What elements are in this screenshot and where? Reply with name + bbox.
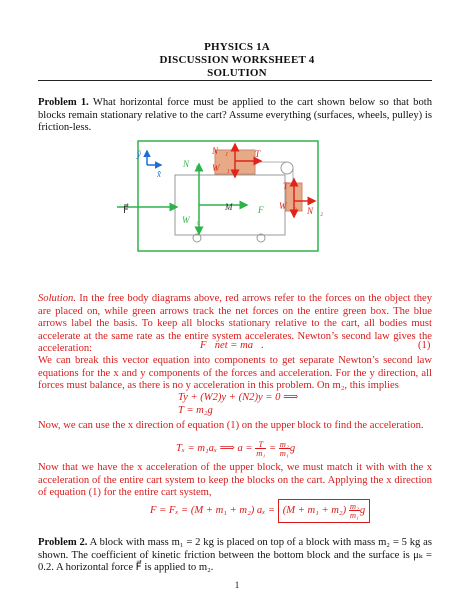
cart-force-label: F⃗ (258, 205, 271, 215)
equation-4 (150, 498, 370, 524)
page-number: 1 (234, 580, 240, 590)
equation-3-lhs: Tₓ = m₁aₓ ⟹ a = (176, 443, 253, 454)
problem-2-text: A block with mass m₁ = 2 kg is placed on top of a block with mass m₂ = 5 kg as shown. The coefficient of kinetic friction between the bottom block and the surface is μₖ = 0.2. A horizontal force F⃗ is applied to m₂. (38, 537, 432, 574)
equation-3-frac-2: $\frac{\text{m₂}}{\text{m₁}}$ (279, 439, 289, 459)
cart-diagram (115, 139, 325, 256)
solution-intro-text: In the free body diagrams above, red arrows refer to the forces on the object they are placed on, while green arrows track the net forces on the entire green box. The blue arrows label the basis. To keep all blocks stationary relative to the cart, all bodies must accelerate at the same rate as the entire system accelerates. Newton’s second law gives the acceleration: (38, 293, 433, 355)
t-side-label: T⃗ (283, 181, 296, 191)
solution-para-3: Now, we can use the x direction of equation (1) on the upper block to find the acceleration. (38, 420, 424, 431)
w1-label: W⃗₁ (212, 163, 230, 173)
pulley (281, 162, 293, 174)
answer-box: (M + m₁ + m₂) $\frac{\text{m₂}}{\text{m₁}}$ g (278, 499, 371, 523)
equation-3: Tₓ = m₁aₓ ⟹ a = $\frac{T}{\text{m₁}}$ = $\frac{\text{m₂}}{\text{m₁}}$ g (176, 439, 296, 459)
problem-2-label: Problem 2. (38, 537, 88, 548)
equation-1-tag: (1) (418, 340, 431, 351)
applied-force-label: F⃗ (123, 205, 129, 216)
equation-3-frac-1: $\frac{T}{\text{m₁}}$ (256, 439, 266, 459)
equation-2a: Ty + (W2)y + (N2)y = 0 ⟹ (178, 392, 299, 403)
cart-mass-label: M (225, 202, 233, 212)
w2-label: W⃗₂ (279, 201, 297, 211)
solution-para-4: Now that we have the x acceleration of the upper block, we must match it with with the x acceleration of the entire cart system to keep the blocks on the cart. Applying the x direction of equation (1) for the entire cart system, (38, 462, 432, 499)
problem-1-text: What horizontal force must be applied to the cart shown below so that both blocks remain stationary relative to the cart? Assume everything (surfaces, wheels, pulley) is friction-less. (38, 97, 433, 134)
n1-label: N⃗₁ (212, 146, 229, 156)
basis-y-label: ŷ (137, 149, 141, 159)
basis-x-label: x̂ (157, 169, 161, 179)
equation-2b: T = m₂g (178, 405, 213, 416)
equation-4-lhs: F = Fₓ = (M + m₁ + m₂) aₓ = (150, 505, 276, 516)
t-top-label: T⃗ (255, 149, 268, 159)
n2-label: N⃗₂ (307, 206, 324, 216)
problem-1 (38, 97, 432, 135)
worksheet-course: PHYSICS 1A (204, 41, 270, 53)
w0-label: W⃗₀ (182, 215, 200, 225)
solution-para-2: We can break this vector equation into components to get separate Newton’s second law equations for the x and y components of the forces and acceleration. For the y direction, all forces must balance, as there is no y acceleration in this problem. On m₂, this implies (38, 355, 432, 392)
equation-1: F⃗net = ma⃗. (200, 340, 264, 351)
worksheet-subtitle: SOLUTION (207, 67, 267, 79)
worksheet-title: DISCUSSION WORKSHEET 4 (159, 54, 315, 66)
header-rule (38, 80, 432, 81)
n0-label: N⃗₀ (183, 159, 200, 169)
problem-1-label: Problem 1. (38, 97, 89, 108)
solution-label: Solution. (38, 293, 76, 304)
problem-2 (38, 537, 432, 575)
